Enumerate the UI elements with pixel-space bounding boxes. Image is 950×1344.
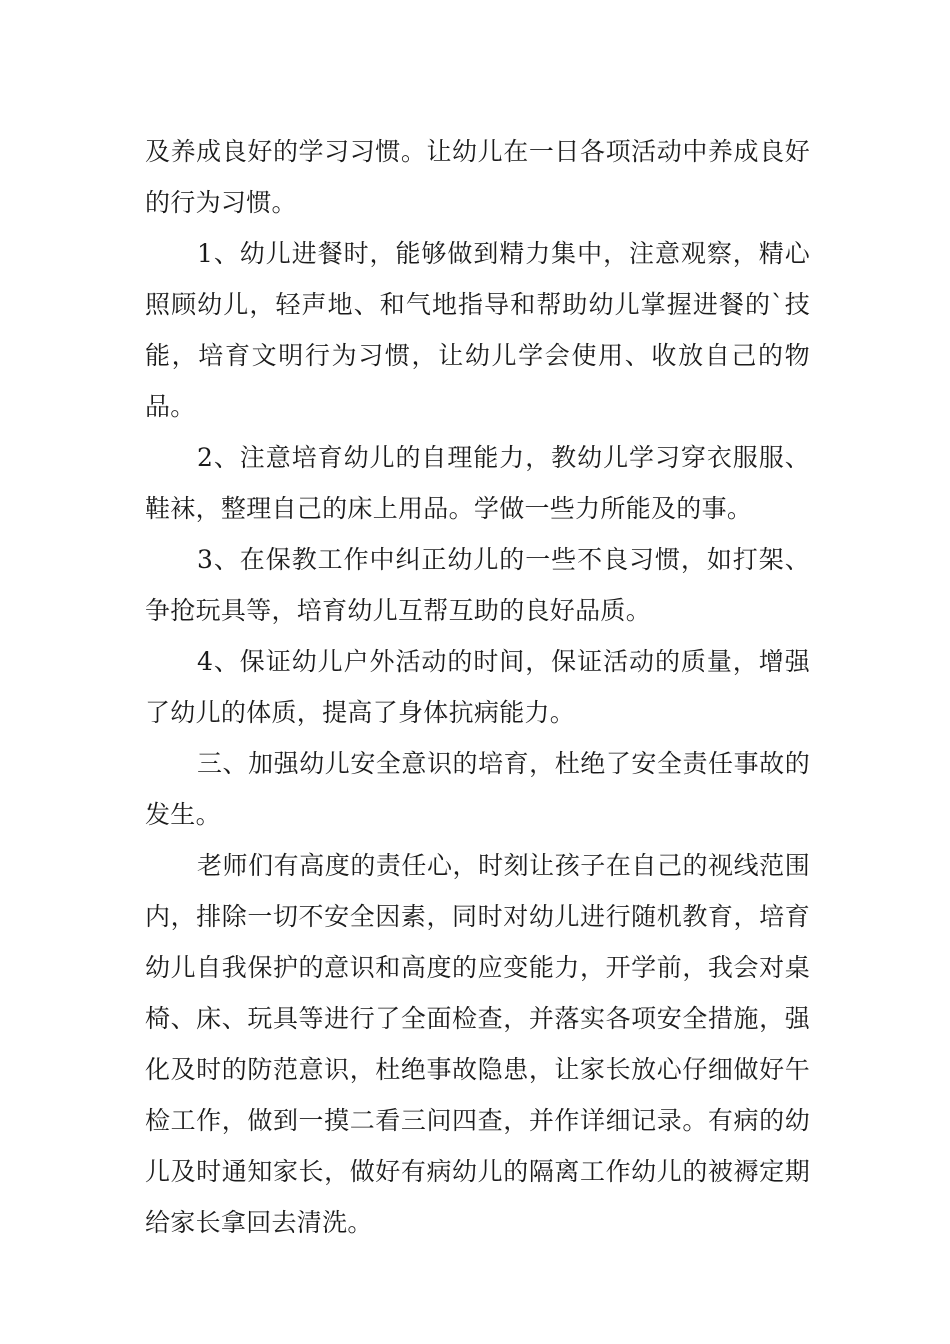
paragraph-item-3-bad-habits: 3、在保教工作中纠正幼儿的一些不良习惯，如打架、争抢玩具等，培育幼儿互帮互助的良好品质。 — [145, 545, 810, 625]
paragraph-habits-intro: 及养成良好的学习习惯。让幼儿在一日各项活动中养成良好的行为习惯。 — [145, 137, 810, 217]
paragraph-item-2-self-care: 2、注意培育幼儿的自理能力，教幼儿学习穿衣服服、鞋袜，整理自己的床上用品。学做一些力所能及的事。 — [145, 443, 810, 523]
paragraph-item-4-outdoor: 4、保证幼儿户外活动的时间，保证活动的质量，增强了幼儿的体质，提高了身体抗病能力。 — [145, 647, 810, 727]
paragraph-item-1-meals: 1、幼儿进餐时，能够做到精力集中，注意观察，精心照顾幼儿，轻声地、和气地指导和帮助幼儿掌握进餐的`技能，培育文明行为习惯，让幼儿学会使用、收放自己的物品。 — [145, 239, 810, 421]
document-body — [145, 126, 810, 1248]
section-heading-safety: 三、加强幼儿安全意识的培育，杜绝了安全责任事故的发生。 — [145, 749, 810, 829]
paragraph-safety-details: 老师们有高度的责任心，时刻让孩子在自己的视线范围内，排除一切不安全因素，同时对幼儿进行随机教育，培育幼儿自我保护的意识和高度的应变能力，开学前，我会对桌椅、床、玩具等进行了全面检查，并落实各项安全措施，强化及时的防范意识，杜绝事故隐患，让家长放心仔细做好午检工作，做到一摸二看三问四查，并作详细记录。有病的幼儿及时通知家长，做好有病幼儿的隔离工作幼儿的被褥定期给家长拿回去清洗。 — [145, 851, 810, 1237]
